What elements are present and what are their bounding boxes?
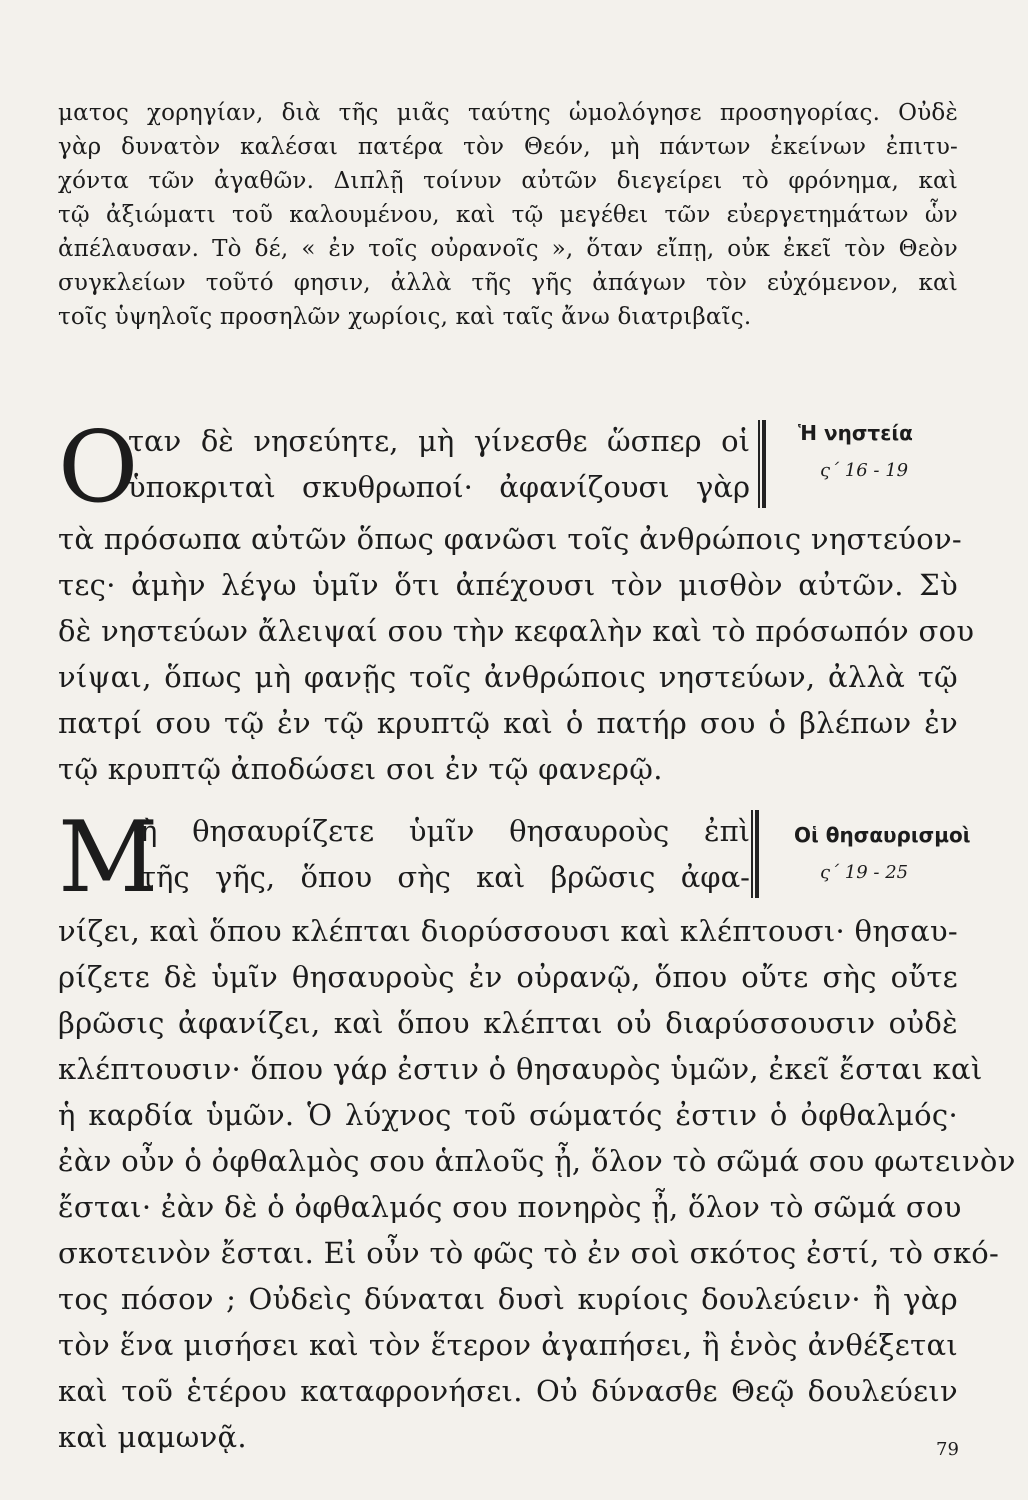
- body-line: τὰ πρόσωπα αὐτῶν ὅπως φανῶσι τοῖς ἀνθρώποις νηστεύον-: [58, 522, 962, 556]
- commentary-line: ματος χορηγίαν, διὰ τῆς μιᾶς ταύτης ὡμολόγησε προσηγορίας. Οὐδὲ: [58, 100, 958, 126]
- drop-cap: Ο: [58, 411, 139, 525]
- margin-rule: [758, 420, 766, 508]
- body-line: νίψαι, ὅπως μὴ φανῇς τοῖς ἀνθρώποις νηστεύων, ἀλλὰ τῷ: [58, 660, 958, 694]
- body-line: βρῶσις ἀφανίζει, καὶ ὅπου κλέπται οὐ διαρύσσουσιν οὐδὲ: [58, 1006, 958, 1040]
- body-line: τος πόσον ; Οὐδεὶς δύναται δυσὶ κυρίοις δουλεύειν· ἢ γὰρ: [58, 1282, 958, 1316]
- commentary-line: τοῖς ὑψηλοῖς προσηλῶν χωρίοις, καὶ ταῖς ἄνω διατριβαῖς.: [58, 304, 752, 330]
- section-head: [58, 411, 958, 525]
- scripture-section-treasures: [58, 801, 1016, 1460]
- commentary-line: γὰρ δυνατὸν καλέσαι πατέρα τὸν Θεόν, μὴ πάντων ἐκείνων ἐπιτυ-: [58, 134, 958, 160]
- body-line: καὶ τοῦ ἑτέρου καταφρονήσει. Οὐ δύνασθε Θεῷ δουλεύειν: [58, 1374, 958, 1408]
- page-number: 79: [936, 1439, 959, 1460]
- section-body: [58, 908, 1016, 1460]
- body-line: ἔσται· ἐὰν δὲ ὁ ὀφθαλμός σου πονηρὸς ᾖ, ὅλον τὸ σῶμά σου: [58, 1190, 962, 1224]
- scripture-section-fasting: [58, 411, 975, 792]
- body-line: ἡ καρδία ὑμῶν. Ὁ λύχνος τοῦ σώματός ἐστιν ὁ ὀφθαλμός·: [58, 1098, 958, 1132]
- body-line: ἐὰν οὖν ὁ ὀφθαλμὸς σου ἁπλοῦς ᾖ, ὅλον τὸ σῶμά σου φωτεινὸν: [58, 1144, 1016, 1178]
- drop-cap: Μ: [58, 801, 159, 915]
- margin-reference: ς΄ 16 - 19: [820, 460, 909, 481]
- head-line: ὴ θησαυρίζετε ὑμῖν θησαυροὺς ἐπὶ: [140, 814, 750, 848]
- margin-title: Οἱ θησαυρισμοὶ: [794, 823, 971, 847]
- commentary-line: χόντα τῶν ἀγαθῶν. Διπλῇ τοίνυν αὐτῶν διεγείρει τὸ φρόνημα, καὶ: [58, 168, 958, 194]
- head-line: τῆς γῆς, ὅπου σὴς καὶ βρῶσις ἀφα-: [140, 860, 750, 894]
- body-line: τῷ κρυπτῷ ἀποδώσει σοι ἐν τῷ φανερῷ.: [58, 752, 663, 786]
- commentary-line: ἀπέλαυσαν. Τὸ δέ, « ἐν τοῖς οὐρανοῖς », ὅταν εἴπῃ, οὐκ ἐκεῖ τὸν Θεὸν: [58, 236, 958, 262]
- body-line: τὸν ἕνα μισήσει καὶ τὸν ἕτερον ἀγαπήσει, ἢ ἑνὸς ἀνθέξεται: [58, 1328, 958, 1362]
- commentary-line: τῷ ἀξιώματι τοῦ καλουμένου, καὶ τῷ μεγέθει τῶν εὐεργετημάτων ὧν: [58, 202, 958, 228]
- head-line: ὑποκριταὶ σκυθρωποί· ἀφανίζουσι γὰρ: [128, 470, 750, 504]
- section-body: [58, 516, 975, 792]
- body-line: ρίζετε δὲ ὑμῖν θησαυροὺς ἐν οὐρανῷ, ὅπου οὔτε σὴς οὔτε: [58, 960, 958, 994]
- body-line: νίζει, καὶ ὅπου κλέπται διορύσσουσι καὶ κλέπτουσι· θησαυ-: [58, 914, 958, 948]
- commentary-line: συγκλείων τοῦτό φησιν, ἀλλὰ τῆς γῆς ἀπάγων τὸν εὐχόμενον, καὶ: [58, 270, 958, 296]
- commentary-block: [58, 96, 958, 334]
- body-line: σκοτεινὸν ἔσται. Εἰ οὖν τὸ φῶς τὸ ἐν σοὶ σκότος ἐστί, τὸ σκό-: [58, 1236, 1000, 1270]
- section-head: [58, 801, 971, 915]
- margin-rule: [751, 810, 759, 898]
- body-line: δὲ νηστεύων ἄλειψαί σου τὴν κεφαλὴν καὶ τὸ πρόσωπόν σου: [58, 614, 975, 648]
- head-line: ταν δὲ νησεύητε, μὴ γίνεσθε ὥσπερ οἱ: [128, 424, 750, 458]
- body-line: τες· ἀμὴν λέγω ὑμῖν ὅτι ἀπέχουσι τὸν μισθὸν αὐτῶν. Σὺ: [58, 568, 958, 602]
- margin-title: Ἡ νηστεία: [798, 421, 913, 445]
- body-line: πατρί σου τῷ ἐν τῷ κρυπτῷ καὶ ὁ πατήρ σου ὁ βλέπων ἐν: [58, 706, 958, 740]
- margin-reference: ς΄ 19 - 25: [820, 862, 909, 883]
- body-line: κλέπτουσιν· ὅπου γάρ ἐστιν ὁ θησαυρὸς ὑμῶν, ἐκεῖ ἔσται καὶ: [58, 1052, 983, 1086]
- body-line: καὶ μαμωνᾷ.: [58, 1420, 247, 1454]
